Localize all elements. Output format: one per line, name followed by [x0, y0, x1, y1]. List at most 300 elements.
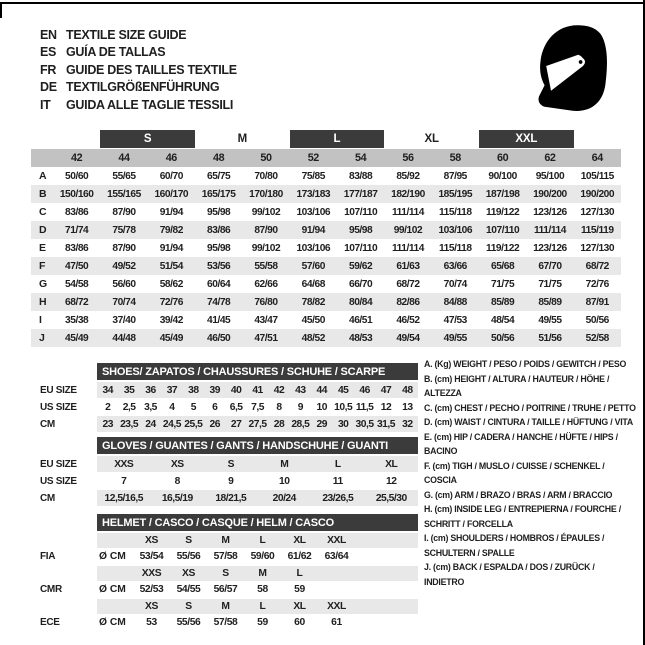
row-cells	[53, 333, 621, 344]
helmet-size-value: 59/60	[250, 551, 275, 563]
helmet-size-label: XS	[182, 567, 195, 579]
shoe-size-value: 39	[209, 384, 220, 396]
measurement-value: 83/88	[349, 170, 373, 182]
shoe-size-value: 2,5	[122, 401, 136, 413]
measurement-value: 75/85	[301, 170, 325, 182]
helmet-size-value: 61	[331, 617, 342, 629]
measurement-value: 91/94	[159, 242, 183, 254]
page-left-border-tick	[0, 2, 2, 18]
shoe-size-value: 29	[316, 418, 327, 430]
measurement-value: 45/49	[65, 332, 89, 344]
measurement-value: 83/86	[207, 224, 231, 236]
measurement-value: 115/118	[439, 242, 472, 254]
shoe-size-value: 32	[402, 418, 413, 430]
glove-size-value: XS	[170, 458, 184, 470]
helmet-size-value: 56/57	[213, 584, 238, 596]
shoe-size-value: 42	[273, 384, 285, 396]
measurement-value: 65/68	[490, 260, 515, 272]
shoe-size-value: 37	[166, 384, 178, 396]
table-row	[31, 257, 621, 275]
measurement-value: 90/100	[488, 170, 517, 182]
measurement-value: 95/98	[207, 242, 231, 254]
legend-item: H. (cm) INSIDE LEG / ENTREPIERNA / FOURCHE / SCHRITT / FORCELLA	[424, 504, 621, 529]
shoe-size-value: 41	[252, 384, 263, 396]
table-row	[40, 473, 418, 489]
measurement-value: 79/82	[159, 224, 183, 236]
measurement-value: 95/100	[535, 170, 565, 182]
shoe-size-value: 24,5	[162, 418, 181, 430]
measurement-value: 59/62	[349, 260, 373, 272]
helmet-size-header-row	[97, 599, 418, 614]
language-title: GUÍA DE TALLAS	[66, 45, 166, 60]
row-cells	[97, 459, 418, 470]
language-title-row	[40, 26, 237, 44]
measurement-value: 95/98	[207, 206, 231, 218]
shoe-size-value: 3,5	[144, 401, 157, 413]
measurement-value: 46/50	[207, 332, 231, 344]
helmet-value-row	[40, 583, 418, 598]
measurement-value: 70/74	[112, 296, 136, 308]
row-cells	[133, 584, 355, 595]
page-top-border	[0, 2, 645, 4]
helmet-size-value: 55/56	[176, 551, 201, 563]
table-row	[31, 185, 621, 203]
measurement-value: 48/54	[490, 314, 515, 326]
glove-size-value: 9	[228, 475, 234, 487]
helmet-size-value: 58	[257, 584, 268, 596]
size-number: 54	[355, 152, 367, 164]
glove-size-value: 20/24	[272, 492, 296, 504]
measurement-value: 72/76	[159, 296, 183, 308]
measurement-value: 84/88	[443, 296, 467, 308]
table-row	[31, 275, 621, 293]
measurement-value: 80/84	[349, 296, 373, 308]
measurement-value: 51/54	[159, 260, 183, 272]
size-number-header-row	[31, 149, 621, 167]
helmet-table-title: HELMET / CASCO / CASQUE / HELM / CASCO	[97, 514, 418, 531]
measurement-value: 47/50	[65, 260, 89, 272]
row-label: C	[39, 206, 47, 218]
measurement-value: 47/53	[443, 314, 467, 326]
helmet-size-label: L	[296, 567, 303, 579]
row-label: J	[39, 332, 45, 344]
measurement-value: 85/89	[490, 296, 515, 308]
measurement-value: 52/58	[585, 332, 609, 344]
measurement-value: 65/75	[207, 170, 231, 182]
helmet-size-label: L	[259, 600, 266, 612]
size-number: 60	[497, 152, 509, 164]
measurement-value: 68/72	[65, 296, 89, 308]
measurement-value: 123/126	[533, 206, 567, 218]
shoe-size-value: 45	[337, 384, 349, 396]
language-title: TEXTILE SIZE GUIDE	[66, 27, 187, 42]
measurement-value: 185/195	[438, 188, 473, 200]
helmet-size-value: 61/62	[287, 551, 312, 563]
row-label: D	[39, 224, 47, 236]
measurement-value: 111/114	[391, 242, 424, 254]
measurement-value: 70/74	[443, 278, 467, 290]
measurement-value: 115/119	[580, 224, 614, 236]
shoe-size-value: 4	[169, 401, 175, 413]
shoe-size-value: 26	[209, 418, 220, 430]
helmet-value-row	[40, 616, 418, 631]
measurement-value: 173/183	[296, 188, 331, 200]
measurement-value: 50/56	[585, 314, 609, 326]
row-label: I	[39, 314, 42, 326]
row-label: CM	[40, 492, 55, 504]
glove-size-value: S	[227, 458, 234, 470]
shoe-size-value: 43	[295, 384, 306, 396]
table-row	[40, 416, 418, 432]
measurement-value: 87/91	[585, 296, 609, 308]
glove-size-value: 10	[279, 475, 290, 487]
helmet-size-label: XL	[293, 600, 306, 612]
legend-item: G. (cm) ARM / BRAZO / BRAS / ARM / BRACCIO	[424, 489, 613, 500]
measurement-value: 50/60	[65, 170, 89, 182]
language-title-row	[40, 96, 237, 114]
helmet-size-label: S	[222, 567, 229, 579]
measurement-value: 99/102	[393, 224, 423, 236]
measurement-value: 160/170	[154, 188, 189, 200]
helmet-size-value: 57/58	[213, 617, 238, 629]
helmet-size-table	[40, 514, 418, 632]
shoe-size-value: 31,5	[376, 418, 395, 430]
table-row	[31, 239, 621, 257]
helmet-size-label	[318, 568, 355, 579]
measurement-value: 187/198	[485, 188, 520, 200]
row-cells	[133, 601, 355, 612]
row-cells	[53, 189, 621, 200]
size-number: 52	[307, 152, 319, 164]
helmet-size-label: S	[185, 600, 192, 612]
measurement-value: 47/51	[254, 332, 278, 344]
size-group-label: XXL	[479, 130, 574, 148]
row-cells	[97, 476, 418, 487]
measurement-value: 63/66	[443, 260, 467, 272]
row-cells	[53, 243, 621, 254]
language-code: EN	[40, 27, 57, 42]
measurement-value: 82/86	[396, 296, 420, 308]
measurement-value: 103/106	[438, 224, 473, 236]
measurement-rows	[31, 167, 621, 347]
measurement-value: 75/78	[112, 224, 136, 236]
language-title: TEXTILGRÖßENFÜHRUNG	[66, 80, 220, 95]
measurement-value: 39/42	[159, 314, 183, 326]
measurement-value: 71/75	[538, 278, 562, 290]
language-code: FR	[40, 62, 57, 77]
row-label: G	[39, 278, 48, 290]
helmet-size-value: 60	[294, 617, 305, 629]
measurement-value: 48/52	[301, 332, 325, 344]
row-cells	[97, 419, 418, 430]
shoe-size-value: 34	[102, 384, 113, 396]
shoe-size-value: 10,5	[334, 401, 353, 413]
row-label: F	[39, 260, 46, 272]
shoe-size-value: 30,5	[355, 418, 374, 430]
measurement-value: 155/165	[107, 188, 141, 200]
measurement-value: 177/187	[343, 188, 378, 200]
shoe-size-value: 23,5	[120, 418, 139, 430]
row-cells	[97, 385, 418, 396]
diameter-unit: Ø CM	[99, 584, 126, 596]
language-code: IT	[40, 97, 51, 112]
measurement-value: 43/47	[254, 314, 278, 326]
shoe-size-value: 2	[105, 401, 111, 413]
shoe-size-value: 6,5	[229, 401, 243, 413]
row-cells	[53, 297, 621, 308]
measurement-value: 49/55	[538, 314, 562, 326]
shoe-size-value: 11,5	[355, 401, 374, 413]
gloves-size-table	[40, 437, 418, 507]
helmet-size-value: 57/58	[213, 551, 238, 563]
measurement-value: 107/110	[344, 206, 378, 218]
helmet-size-label: L	[259, 534, 266, 546]
size-number: 42	[71, 152, 83, 164]
helmet-size-value: 59	[257, 617, 268, 629]
helmet-size-value	[318, 584, 355, 595]
measurement-value: 68/72	[396, 278, 420, 290]
table-row	[31, 329, 621, 347]
size-group-label: XL	[424, 132, 439, 145]
measurement-value: 87/90	[112, 206, 136, 218]
measurement-value: 71/75	[490, 278, 515, 290]
measurement-value: 45/49	[159, 332, 183, 344]
glove-size-value: 8	[174, 475, 180, 487]
helmet-size-label: S	[185, 534, 192, 546]
shoes-size-table	[40, 363, 418, 433]
glove-size-value: XXS	[114, 458, 134, 470]
size-number: 50	[260, 152, 272, 164]
measurement-value: 35/38	[65, 314, 89, 326]
size-number: 64	[591, 152, 603, 164]
helmet-size-label: XL	[293, 534, 306, 546]
measurement-value: 123/126	[533, 242, 567, 254]
measurement-value: 150/160	[59, 188, 94, 200]
row-label: E	[39, 242, 47, 254]
row-cells	[133, 551, 355, 562]
row-cells	[53, 315, 621, 326]
size-number: 62	[544, 152, 556, 164]
measurement-value: 49/55	[443, 332, 467, 344]
measurement-value: 105/115	[580, 170, 614, 182]
shoe-size-value: 8	[276, 401, 282, 413]
measurement-value: 74/78	[207, 296, 231, 308]
table-row	[40, 490, 418, 506]
row-label: US SIZE	[40, 475, 77, 487]
helmet-standard-sections	[40, 533, 418, 630]
table-row	[40, 456, 418, 472]
size-number: 46	[165, 152, 177, 164]
table-row	[31, 311, 621, 329]
measurement-value: 170/180	[249, 188, 283, 200]
table-row	[40, 399, 418, 415]
measurement-value: 60/64	[207, 278, 231, 290]
glove-size-value: 12,5/16,5	[104, 492, 143, 504]
shoe-size-value: 46	[359, 384, 370, 396]
measurement-value: 48/53	[349, 332, 373, 344]
measurement-value: 119/122	[486, 206, 520, 218]
language-title-row	[40, 79, 237, 97]
measurement-value: 95/98	[349, 224, 373, 236]
language-title-row	[40, 44, 237, 62]
helmet-size-value: 63/64	[324, 551, 349, 563]
row-label: US SIZE	[40, 401, 77, 413]
measurement-value: 66/70	[349, 278, 373, 290]
table-row	[40, 382, 418, 398]
helmet-size-header-row	[97, 533, 418, 548]
glove-size-value: 12	[386, 475, 397, 487]
measurement-value: 45/50	[301, 314, 325, 326]
row-label: A	[39, 170, 47, 182]
legend-item: E. (cm) HIP / CADERA / HANCHE / HÜFTE / HIPS / BACINO	[424, 431, 618, 456]
shoes-table-title: SHOES/ ZAPATOS / CHAUSSURES / SCHUHE / SCARPE	[97, 363, 418, 380]
shoes-rows	[40, 382, 418, 432]
measurement-value: 71/74	[65, 224, 89, 236]
size-group-header-row	[53, 130, 621, 149]
shoe-size-value: 40	[230, 384, 242, 396]
measurement-value: 165/175	[201, 188, 236, 200]
size-group-label	[574, 130, 621, 148]
measurement-value: 83/86	[65, 206, 89, 218]
size-number: 44	[118, 152, 130, 164]
measurement-value: 107/110	[344, 242, 378, 254]
row-label: H	[39, 296, 47, 308]
row-cells	[133, 535, 355, 546]
measurement-value: 103/106	[296, 206, 331, 218]
shoe-size-value: 13	[402, 401, 413, 413]
gloves-rows	[40, 456, 418, 506]
legend-item: J. (cm) BACK / ESPALDA / DOS / ZURÜCK / INDIETRO	[424, 562, 595, 587]
helmet-size-value: 59	[294, 584, 305, 596]
legend-item: F. (cm) TIGH / MUSLO / CUISSE / SCHENKEL / COSCIA	[424, 460, 605, 485]
row-cells	[53, 225, 621, 236]
size-number: 48	[213, 152, 225, 164]
legend-item: D. (cm) WAIST / CINTURA / TAILLE / HÜFTUNG / VITA	[424, 417, 633, 427]
measurement-value: 41/45	[207, 314, 231, 326]
helmet-size-value: 52/53	[139, 584, 164, 596]
measurement-value: 54/58	[65, 278, 89, 290]
measurement-value: 99/102	[251, 206, 281, 218]
size-group-label: L	[290, 130, 385, 148]
language-title: GUIDE DES TAILLES TEXTILE	[66, 62, 237, 77]
table-row	[31, 221, 621, 239]
size-group-label: M	[237, 132, 247, 145]
measurement-value: 85/92	[396, 170, 420, 182]
helmet-size-label: M	[258, 567, 267, 579]
measurement-value: 107/110	[486, 224, 520, 236]
shoe-size-value: 38	[188, 384, 199, 396]
size-number: 58	[449, 152, 461, 164]
textile-size-table	[31, 130, 621, 347]
shoe-size-value: 6	[212, 401, 218, 413]
helmet-size-label: XXL	[327, 600, 346, 612]
measurement-value: 87/90	[254, 224, 278, 236]
measurement-value: 46/52	[396, 314, 420, 326]
measurement-value: 111/114	[533, 224, 566, 236]
shoe-size-value: 10	[316, 401, 327, 413]
measurement-value: 49/54	[396, 332, 420, 344]
language-title-row	[40, 61, 237, 79]
measurement-value: 76/80	[254, 296, 278, 308]
measurement-value: 57/60	[301, 260, 325, 272]
measurement-value: 87/90	[112, 242, 136, 254]
measurement-value: 190/200	[580, 188, 615, 200]
helmet-size-header-row	[97, 566, 418, 581]
measurement-value: 58/62	[159, 278, 183, 290]
measurement-value: 60/70	[159, 170, 183, 182]
shoe-size-value: 9	[297, 401, 303, 413]
gloves-table-title: GLOVES / GUANTES / GANTS / HANDSCHUHE / GUANTI	[97, 437, 418, 454]
measurement-value: 83/86	[65, 242, 89, 254]
glove-size-value: 16,5/19	[161, 492, 193, 504]
measurement-value: 85/89	[538, 296, 562, 308]
measurement-value: 91/94	[159, 206, 183, 218]
helmet-size-value: 53/54	[139, 551, 164, 563]
glove-size-value: L	[334, 458, 341, 470]
measurement-value: 67/70	[538, 260, 562, 272]
measurement-value: 55/58	[254, 260, 278, 272]
row-cells	[53, 207, 621, 218]
glove-size-value: 23/26,5	[322, 492, 354, 504]
size-group-label: S	[100, 130, 195, 148]
shoe-size-value: 27,5	[248, 418, 267, 430]
measurement-value: 127/130	[580, 242, 615, 254]
measurement-value: 64/68	[301, 278, 325, 290]
measurement-value: 87/95	[443, 170, 467, 182]
glove-size-value: 25,5/30	[375, 492, 407, 504]
helmet-icon	[531, 20, 611, 116]
measurement-value: 190/200	[533, 188, 567, 200]
measurement-value: 37/40	[112, 314, 136, 326]
measurement-value: 53/56	[207, 260, 231, 272]
measurement-value: 127/130	[580, 206, 615, 218]
table-row	[31, 203, 621, 221]
measurement-value: 61/63	[396, 260, 420, 272]
glove-size-value: 7	[121, 475, 127, 487]
shoe-size-value: 36	[145, 384, 156, 396]
helmet-size-label: XXS	[141, 567, 162, 579]
row-cells	[53, 261, 621, 272]
measurement-value: 115/118	[439, 206, 472, 218]
shoe-size-value: 7,5	[251, 401, 264, 413]
measurement-value: 91/94	[301, 224, 325, 236]
measurement-value: 46/51	[349, 314, 373, 326]
measurement-value: 72/76	[585, 278, 609, 290]
table-row	[31, 293, 621, 311]
row-cells	[53, 279, 621, 290]
shoe-size-value: 47	[380, 384, 392, 396]
measurement-value: 62/66	[254, 278, 278, 290]
measurement-value: 51/56	[538, 332, 562, 344]
measurement-legend	[424, 357, 636, 589]
helmet-size-label: XS	[145, 600, 158, 612]
language-title: GUIDA ALLE TAGLIE TESSILI	[66, 97, 234, 112]
helmet-size-label: XXL	[327, 534, 346, 546]
measurement-value: 119/122	[486, 242, 520, 254]
measurement-value: 99/102	[251, 242, 281, 254]
row-label: EU SIZE	[40, 458, 77, 470]
shoe-size-value: 35	[123, 384, 135, 396]
measurement-value: 49/52	[112, 260, 136, 272]
helmet-size-label: M	[221, 534, 230, 546]
size-number: 56	[402, 152, 414, 164]
helmet-size-value: 53	[146, 617, 157, 629]
shoe-size-value: 44	[316, 384, 327, 396]
measurement-value: 111/114	[391, 206, 424, 218]
language-title-list	[40, 26, 237, 114]
diameter-unit: Ø CM	[99, 617, 126, 629]
measurement-value: 50/56	[490, 332, 515, 344]
